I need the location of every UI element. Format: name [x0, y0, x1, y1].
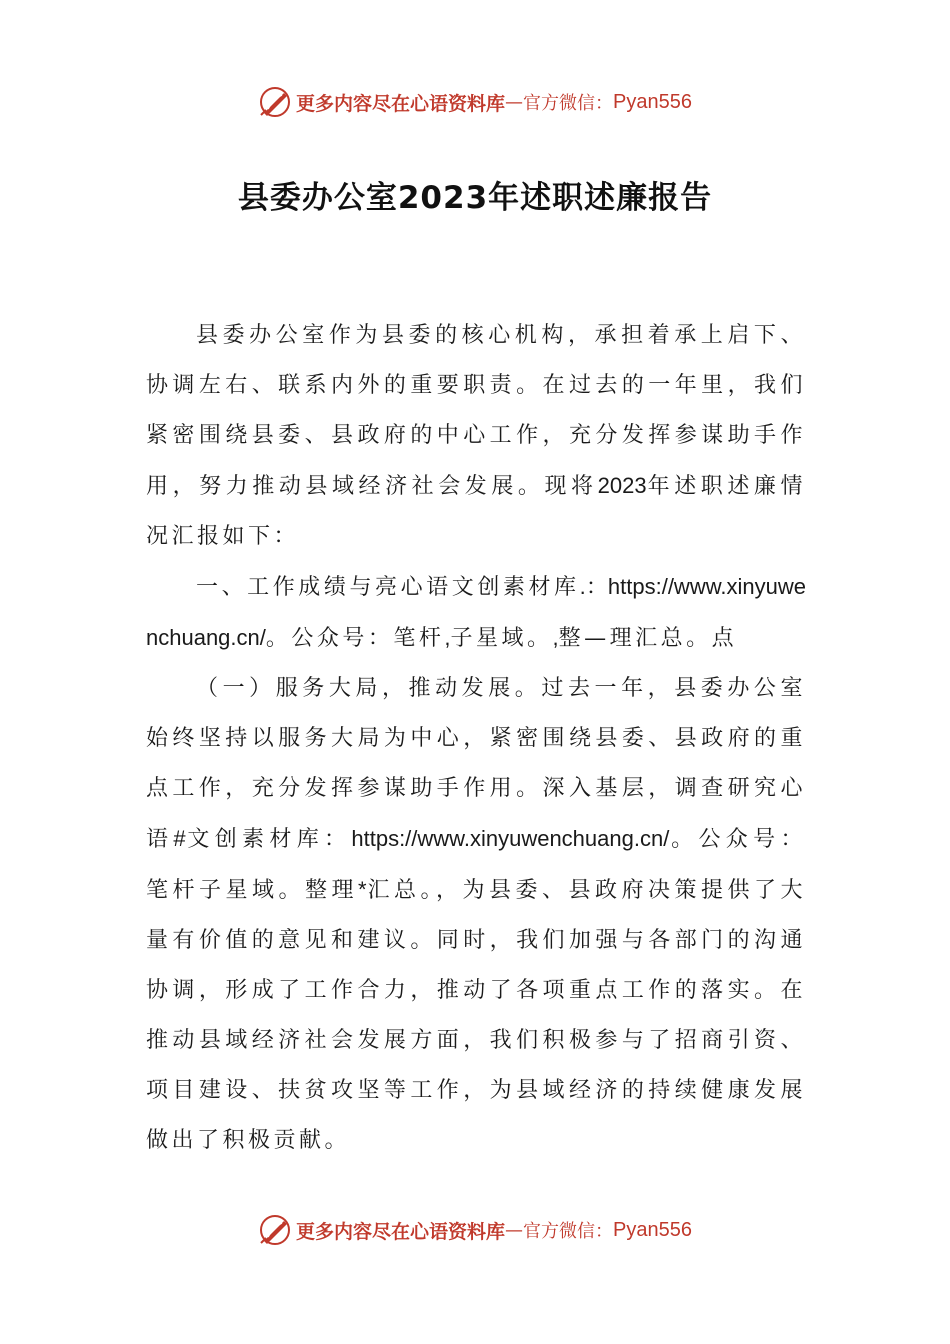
- header-banner: [0, 82, 950, 122]
- body-paragraph: [146, 664, 806, 1166]
- quill-pen-logo-icon: [258, 1213, 292, 1247]
- paragraph-text: 一、工作成绩与亮心语文创素材库: [196, 575, 580, 600]
- paragraph-text: 文创素材库：: [185, 827, 352, 852]
- banner-main-text: 更多内容尽在心语资料库: [296, 1220, 506, 1243]
- paragraph-latin-text: https://www.xinyuwenchuang.cn/: [351, 826, 670, 851]
- paragraph-latin-text: ,: [552, 625, 559, 650]
- body-paragraph: [146, 562, 806, 664]
- paragraph-latin-text: .：https://www.xinyuwenchuang.cn/: [146, 574, 806, 650]
- paragraph-latin-text: 2023: [597, 473, 647, 498]
- document-title: 县委办公室2023年述职述廉报告: [237, 180, 713, 216]
- paragraph-text: 汇总。，为县委、县政府决策提供了大量有价值的意见和建议。同时，我们加强与各部门的沟通协调，形成了工作合力，推动了各项重点工作的落实。在推动县域经济社会发展方面，我们积极参与了招商引资、项目建设、扶贫攻坚等工作，为县域经济的持续健康发展做出了积极贡献。: [146, 878, 806, 1153]
- paragraph-latin-text: *: [357, 877, 367, 902]
- paragraph-latin-text: ,: [444, 625, 451, 650]
- footer-banner: [0, 1210, 950, 1250]
- paragraph-text: （一）服务大局，推动发展。过去一年，县委办公室始终坚持以服务大局为中心，紧密围绕县委、县政府的重点工作，充分发挥参谋助手作用。深入基层，调查研究心语: [146, 676, 806, 852]
- paragraph-text: 。公众号：笔杆子星域。整理: [146, 827, 806, 903]
- banner-wechat-label: 官方微信：: [523, 1221, 614, 1242]
- paragraph-text: 子星域。: [450, 626, 553, 651]
- banner-wechat-id: Pyan556: [613, 90, 692, 113]
- banner-separator: —: [505, 1219, 524, 1241]
- banner-wechat-id: Pyan556: [613, 1218, 692, 1241]
- document-body: [146, 311, 806, 1166]
- paragraph-text: 。公众号：笔杆: [265, 626, 445, 651]
- paragraph-text: 县委办公室作为县委的核心机构，承担着承上启下、协调左右、联系内外的重要职责。在过去的一年里，我们紧密围绕县委、县政府的中心工作，充分发挥参谋助手作用，努力推动县域经济社会发展。现将: [146, 323, 806, 499]
- paragraph-text: 年述职述廉情况汇报如下：: [146, 474, 806, 549]
- banner-wechat-label: 官方微信：: [523, 93, 614, 114]
- banner-separator: —: [505, 91, 524, 113]
- paragraph-text: 整—理汇总。点: [558, 626, 738, 651]
- quill-pen-logo-icon: [258, 85, 292, 119]
- body-paragraph: [146, 311, 806, 562]
- paragraph-latin-text: #: [173, 826, 186, 851]
- banner-main-text: 更多内容尽在心语资料库: [296, 92, 506, 115]
